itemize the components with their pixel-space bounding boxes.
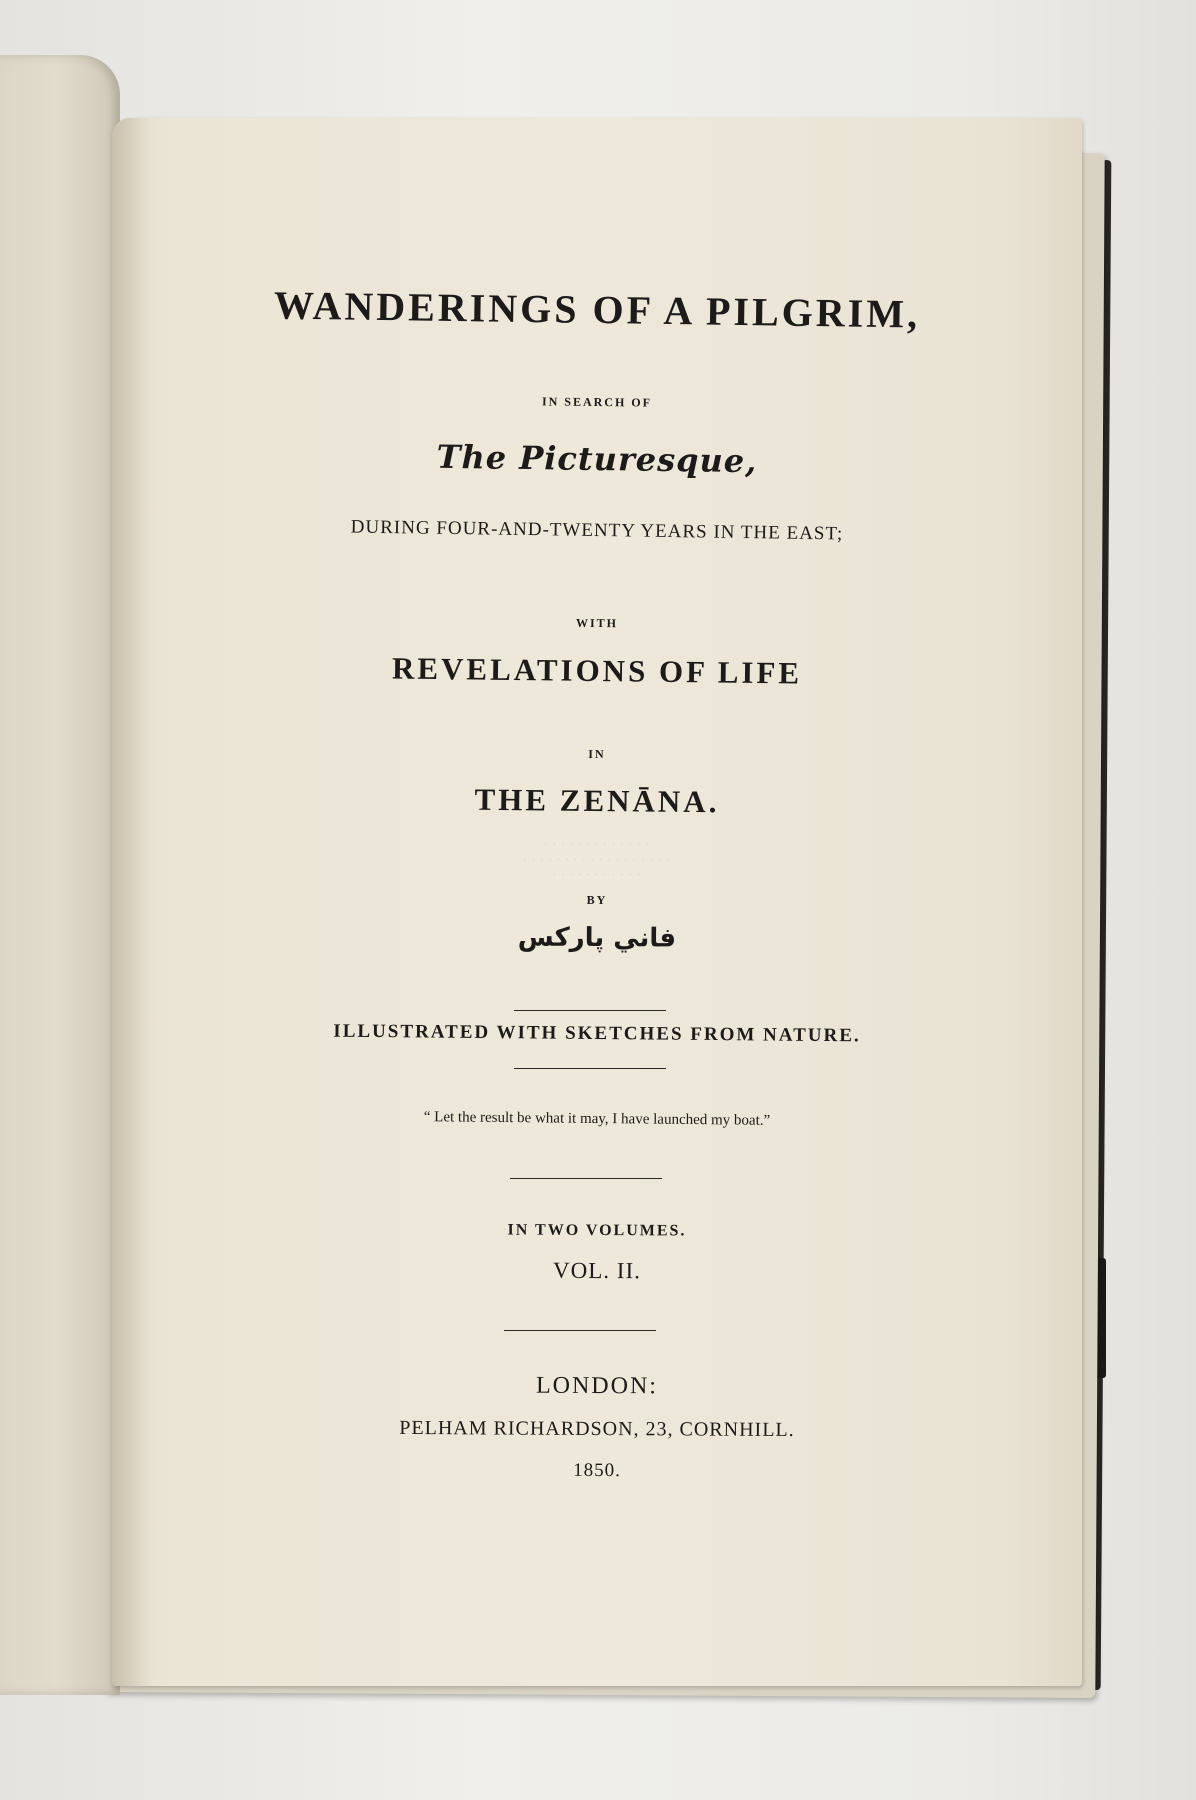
rule-2 — [514, 1068, 666, 1069]
illustrated-text: ILLUSTRATED WITH SKETCHES FROM NATURE. — [333, 1020, 861, 1047]
by-text: BY — [586, 892, 608, 908]
rule-1 — [514, 1010, 666, 1011]
motto-quote: “ Let the result be what it may, I have launched my boat.” — [423, 1109, 771, 1129]
volume-number: VOL. II. — [553, 1257, 641, 1284]
volumes-text: IN TWO VOLUMES. — [507, 1221, 687, 1240]
imprint-city: LONDON: — [535, 1372, 659, 1400]
imprint-publisher: PELHAM RICHARDSON, 23, CORNHILL. — [399, 1416, 795, 1442]
in-text: IN — [588, 746, 606, 762]
title-page — [112, 118, 1082, 1686]
left-facing-page — [0, 55, 120, 1695]
author-name-persian: فاني پارکس — [517, 922, 677, 954]
subject-blackletter: The Picturesque, — [436, 437, 758, 481]
revelations-heading: REVELATIONS OF LIFE — [391, 650, 803, 691]
rule-3 — [510, 1178, 662, 1179]
in-search-of-text: IN SEARCH OF — [541, 394, 653, 410]
show-through-text: · · · · · · · · · · · · · · · · · · · · · · · · · · · · · · · · · · · · · · · · · · — [523, 839, 671, 881]
book-title: WANDERINGS OF A PILGRIM, — [273, 282, 921, 337]
imprint-year: 1850. — [573, 1459, 621, 1482]
during-text: DURING FOUR-AND-TWENTY YEARS IN THE EAST; — [350, 516, 844, 545]
with-text: WITH — [575, 615, 619, 631]
zenana-heading: THE ZENĀNA. — [474, 781, 720, 820]
rule-4 — [504, 1330, 656, 1331]
